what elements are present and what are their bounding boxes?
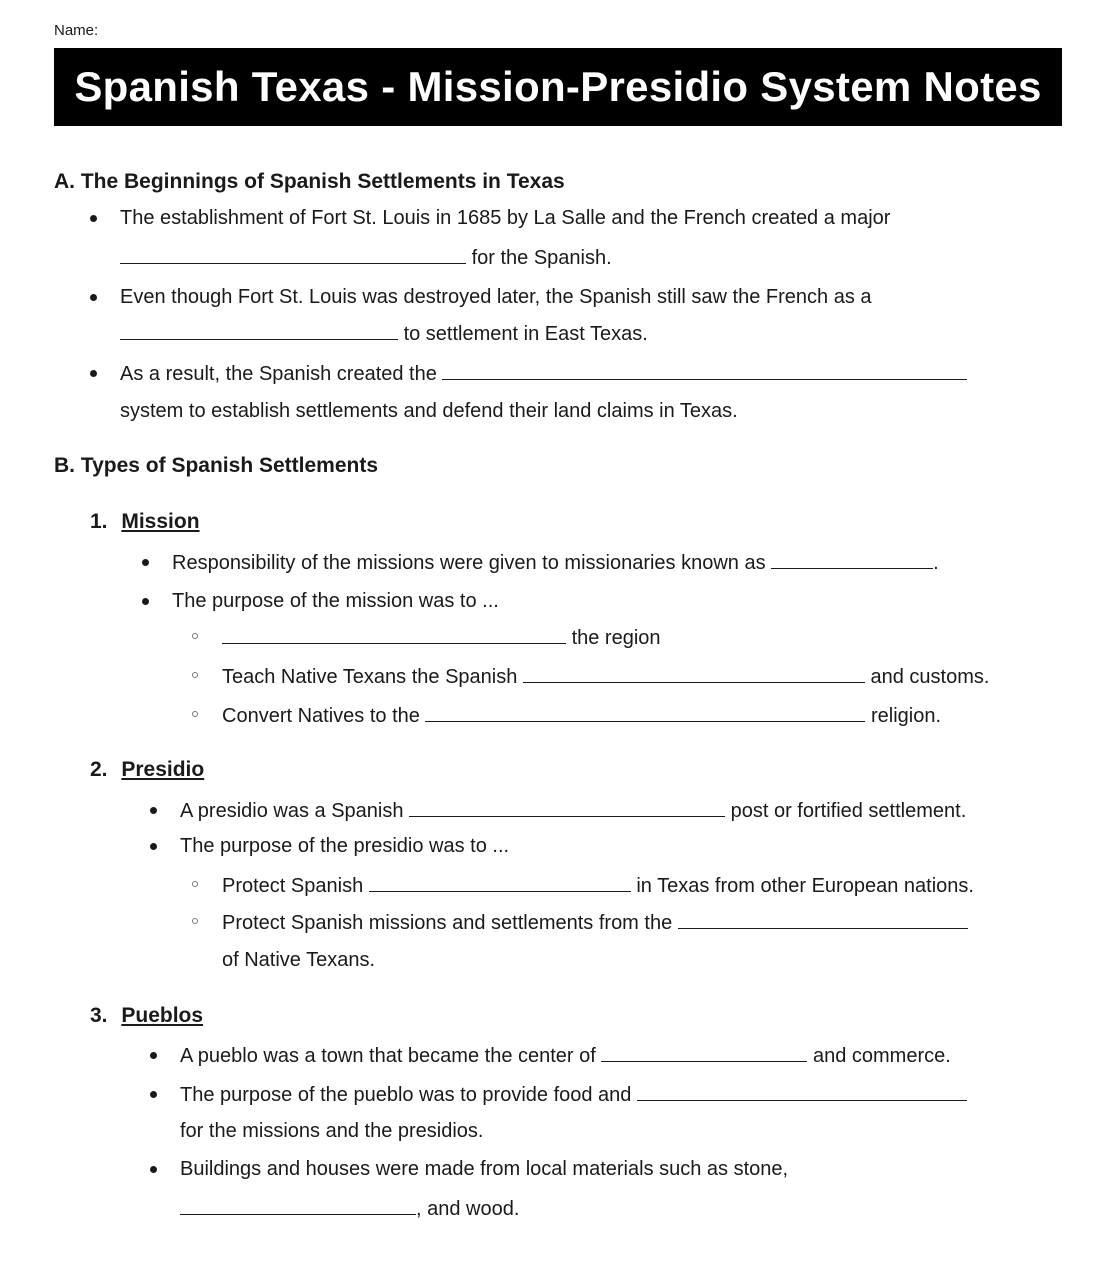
bullet-text: in Texas from other European nations.: [636, 875, 974, 897]
section-a-bullet-1-line-2: [120, 245, 612, 270]
section-a-bullet-3: [120, 361, 967, 386]
bullet-text: Convert Natives to the: [222, 705, 420, 727]
fill-in-blank[interactable]: [637, 1082, 967, 1101]
page-title: Spanish Texas - Mission-Presidio System Notes: [74, 63, 1042, 110]
mission-title: Mission: [121, 510, 200, 533]
fill-in-blank[interactable]: [425, 703, 865, 722]
fill-in-blank[interactable]: [120, 245, 466, 264]
bullet-text: religion.: [871, 705, 942, 727]
pueblos-bullet-2: [180, 1082, 967, 1107]
bullet-text: Responsibility of the missions were given to missionaries known as: [172, 552, 766, 574]
pueblos-subheading: [90, 1004, 203, 1028]
name-label: Name:: [54, 22, 99, 39]
bullet-text: Protect Spanish missions and settlements from the: [222, 912, 673, 934]
pueblos-title: Pueblos: [121, 1004, 204, 1027]
bullet-text: of Native Texans.: [222, 949, 376, 971]
bullet-text: system to establish settlements and defend their land claims in Texas.: [120, 400, 738, 422]
bullet-text: and customs.: [870, 666, 990, 688]
bullet-text: The purpose of the mission was to ...: [172, 590, 499, 612]
presidio-bullet-2: [180, 834, 509, 858]
fill-in-blank[interactable]: [369, 873, 631, 892]
pueblos-bullet-1: [180, 1043, 951, 1068]
mission-bullet-2: [172, 589, 499, 613]
presidio-subheading: [90, 758, 204, 782]
mission-sub-3: [222, 703, 941, 728]
section-a-bullet-2: [120, 285, 872, 309]
bullet-text: Buildings and houses were made from local materials such as stone,: [180, 1158, 789, 1180]
mission-bullet-1: [172, 550, 939, 575]
fill-in-blank[interactable]: [523, 664, 865, 683]
mission-number: 1.: [90, 510, 108, 533]
bullet-text: Even though Fort St. Louis was destroyed later, the Spanish still saw the French as a: [120, 286, 872, 308]
fill-in-blank[interactable]: [771, 550, 933, 569]
bullet-text: , and wood.: [416, 1198, 520, 1220]
bullet-text: for the Spanish.: [471, 247, 612, 269]
presidio-bullet-1: [180, 798, 966, 823]
section-a-bullet-2-line-2: [120, 321, 648, 346]
bullet-text: .: [933, 552, 939, 574]
pueblos-bullet-3: [180, 1157, 788, 1181]
bullet-text: for the missions and the presidios.: [180, 1120, 484, 1142]
fill-in-blank[interactable]: [180, 1196, 416, 1215]
section-a-bullet-3-line-2: [120, 399, 738, 423]
presidio-sub-1: [222, 873, 974, 898]
section-b-heading: B. Types of Spanish Settlements: [54, 454, 379, 477]
bullet-text: A pueblo was a town that became the center of: [180, 1045, 596, 1067]
bullet-text: Protect Spanish: [222, 875, 364, 897]
fill-in-blank[interactable]: [442, 361, 967, 380]
bullet-text: The purpose of the pueblo was to provide food and: [180, 1084, 632, 1106]
section-a-bullet-1: [120, 206, 890, 230]
pueblos-bullet-3-line-2: [180, 1196, 519, 1221]
bullet-text: As a result, the Spanish created the: [120, 363, 437, 385]
pueblos-number: 3.: [90, 1004, 108, 1027]
presidio-title: Presidio: [121, 758, 205, 781]
fill-in-blank[interactable]: [222, 625, 566, 644]
fill-in-blank[interactable]: [601, 1043, 807, 1062]
fill-in-blank[interactable]: [678, 910, 968, 929]
title-bar: [54, 48, 1062, 126]
bullet-text: A presidio was a Spanish: [180, 800, 404, 822]
bullet-text: Teach Native Texans the Spanish: [222, 666, 518, 688]
mission-sub-2: [222, 664, 989, 689]
fill-in-blank[interactable]: [120, 321, 398, 340]
bullet-text: post or fortified settlement.: [730, 800, 967, 822]
presidio-sub-2-line-2: [222, 948, 375, 972]
bullet-text: The purpose of the presidio was to ...: [180, 835, 510, 857]
presidio-sub-2: [222, 910, 968, 935]
mission-subheading: [90, 510, 200, 534]
mission-sub-1: [222, 625, 661, 650]
bullet-text: and commerce.: [812, 1045, 951, 1067]
bullet-text: the region: [571, 627, 661, 649]
section-a-heading: A. The Beginnings of Spanish Settlements in Texas: [54, 170, 565, 193]
pueblos-bullet-2-line-2: [180, 1119, 484, 1143]
bullet-text: to settlement in East Texas.: [403, 323, 648, 345]
presidio-number: 2.: [90, 758, 108, 781]
bullet-text: The establishment of Fort St. Louis in 1685 by La Salle and the French created a major: [120, 207, 891, 229]
fill-in-blank[interactable]: [409, 798, 725, 817]
